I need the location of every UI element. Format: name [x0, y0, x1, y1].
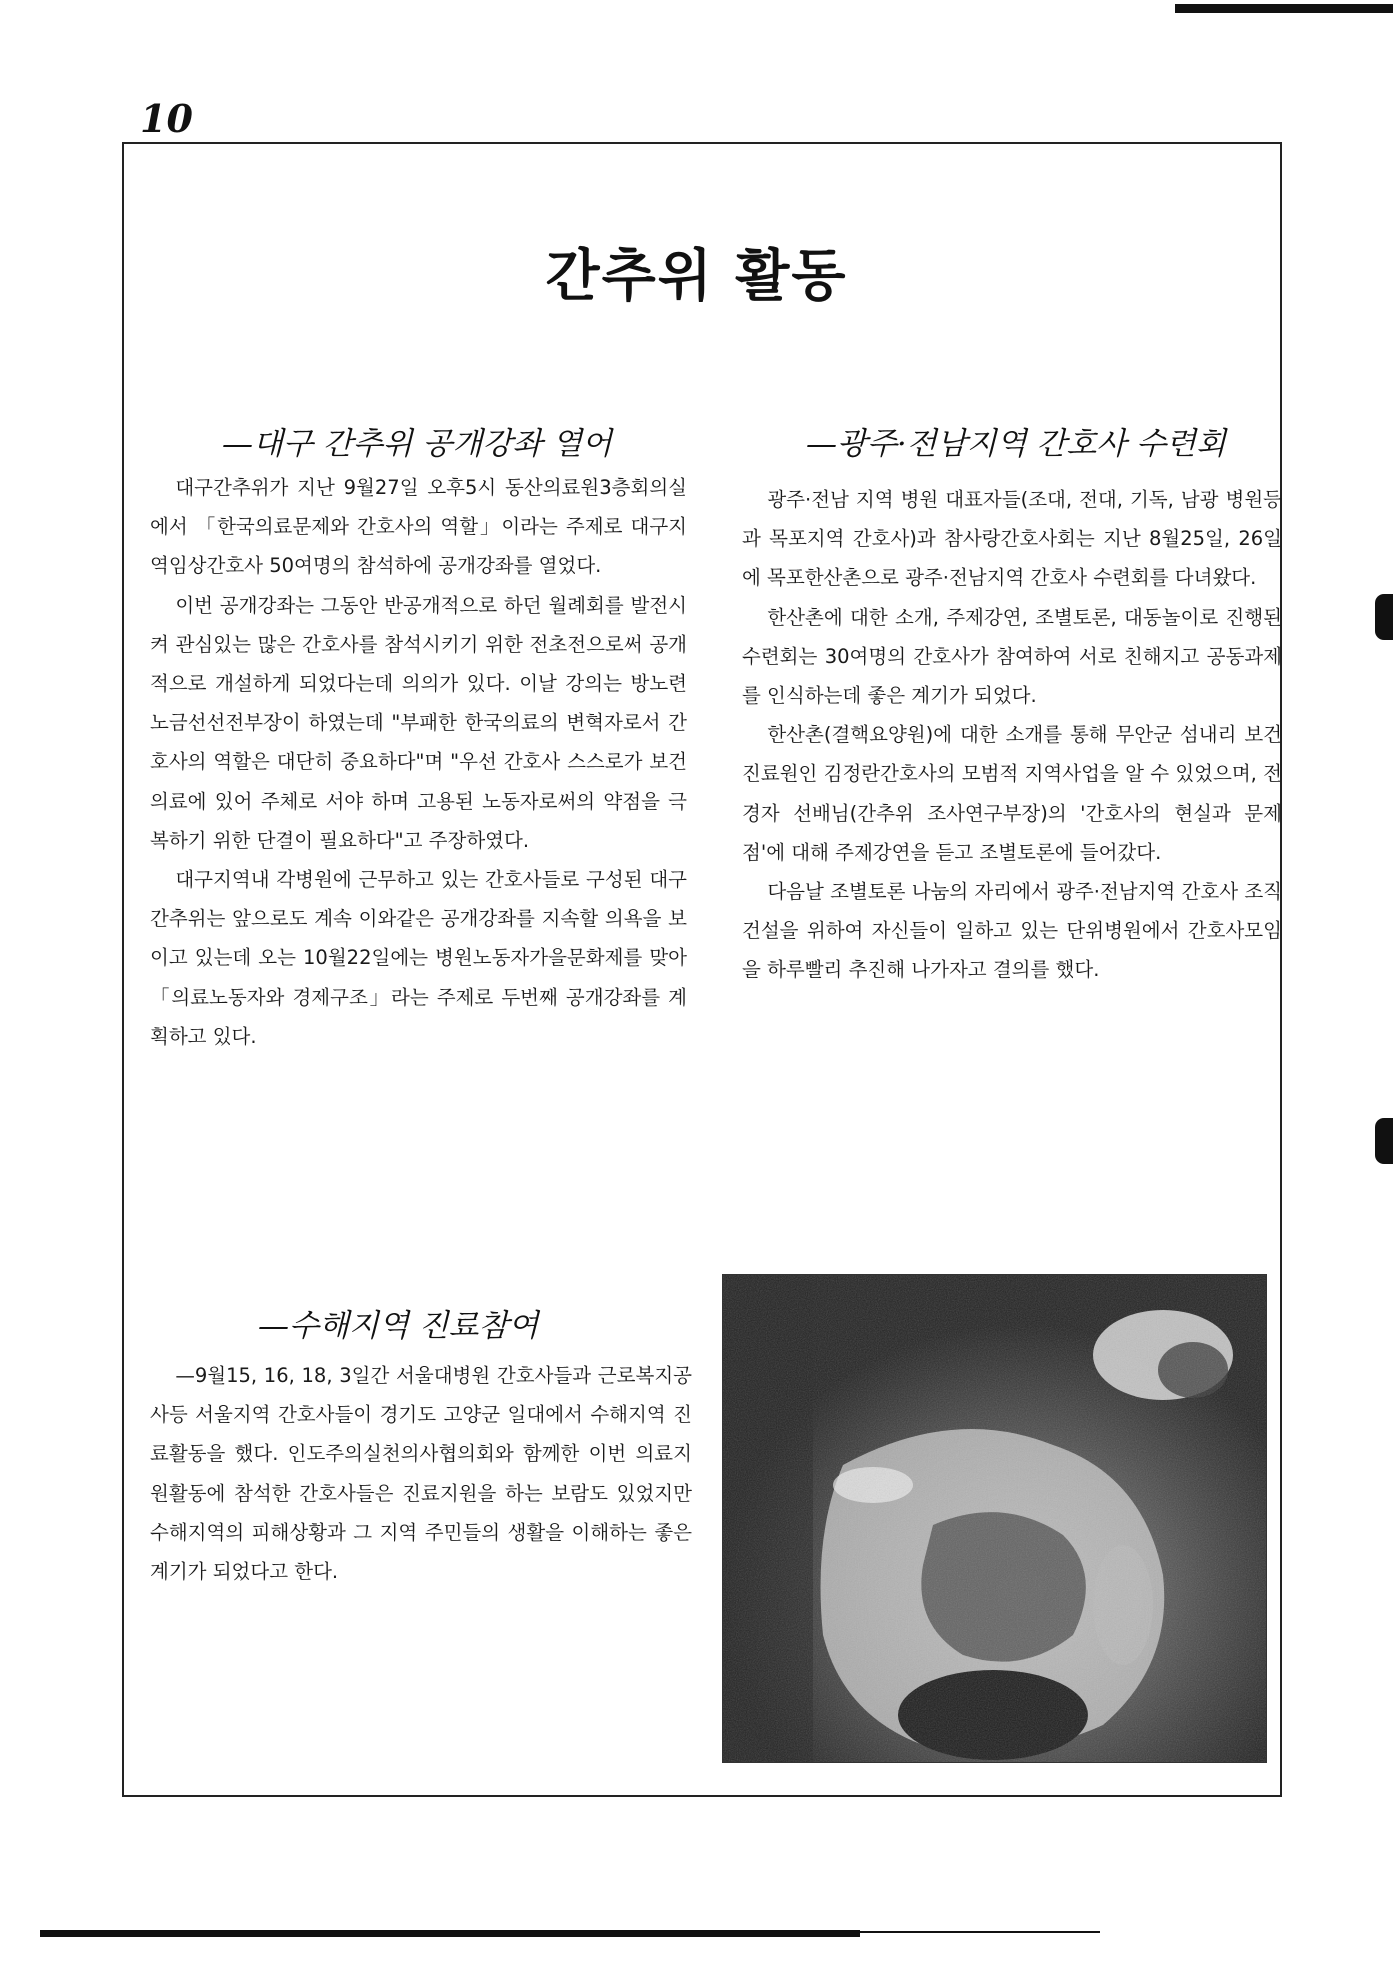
section-body-gwangju — [742, 480, 1282, 990]
top-thick-scan-rule — [1175, 6, 1393, 13]
flood-relief-photo — [722, 1274, 1267, 1763]
section-body-flood — [150, 1356, 692, 1591]
paragraph: 광주·전남 지역 병원 대표자들(조대, 전대, 기독, 남광 병원등과 목포지역 간호사)과 참사랑간호사회는 지난 8월25일, 26일에 목포한산촌으로 광주·전남지역 간호사 수련회를 다녀왔다. — [742, 488, 1282, 590]
paragraph: 한산촌(결핵요양원)에 대한 소개를 통해 무안군 섬내리 보건진료원인 김정란간호사의 모범적 지역사업을 알 수 있었으며, 전경자 선배님(간추위 조사연구부장)의 '간호사의 현실과 문제점'에 대해 주제강연을 듣고 조별토론에 들어갔다. — [742, 723, 1282, 864]
section-body-daegu — [150, 468, 687, 1056]
paragraph: 이번 공개강좌는 그동안 반공개적으로 하던 월례회를 발전시켜 관심있는 많은 간호사를 참석시키기 위한 전초전으로써 공개적으로 개설하게 되었다는데 의의가 있다. 이날 강의는 방노련 노금선선전부장이 하였는데 "부패한 한국의료의 변혁자로서 간호사의 역할은 대단히 중요하다"며 "우선 간호사 스스로가 보건의료에 있어 주체로 서야 하며 고용된 노동자로써의 약점을 극복하기 위한 단결이 필요하다"고 주장하였다. — [150, 593, 687, 852]
section-heading-gwangju: —광주·전남지역 간호사 수련회 — [806, 426, 1226, 462]
page-title: 간추위 활동 — [545, 244, 848, 309]
paragraph: 대구지역내 각병원에 근무하고 있는 간호사들로 구성된 대구간추위는 앞으로도 계속 이와같은 공개강좌를 지속할 의욕을 보이고 있는데 오는 10월22일에는 병원노동자가을문화제를 맞아「의료노동자와 경제구조」라는 주제로 두번째 공개강좌를 계획하고 있다. — [150, 868, 687, 1048]
paragraph: 대구간추위가 지난 9월27일 오후5시 동산의료원3층회의실에서 「한국의료문제와 간호사의 역할」이라는 주제로 대구지역임상간호사 50여명의 참석하에 공개강좌를 열었다. — [150, 476, 687, 578]
bottom-thin-scan-rule — [860, 1931, 1100, 1933]
binding-hole-mark — [1375, 1118, 1393, 1164]
bottom-thick-scan-rule — [40, 1930, 860, 1937]
section-heading-flood: —수해지역 진료참여 — [258, 1308, 539, 1344]
binding-hole-mark — [1375, 594, 1393, 640]
section-heading-daegu: —대구 간추위 공개강좌 열어 — [222, 426, 612, 462]
paragraph: 다음날 조별토론 나눔의 자리에서 광주·전남지역 간호사 조직건설을 위하여 자신들이 일하고 있는 단위병원에서 간호사모임을 하루빨리 추진해 나가자고 결의를 했다. — [742, 880, 1282, 982]
page-number: 10 — [140, 96, 193, 141]
paragraph: —9월15, 16, 18, 3일간 서울대병원 간호사들과 근로복지공사등 서울지역 간호사들이 경기도 고양군 일대에서 수해지역 진료활동을 했다. 인도주의실천의사협의회와 함께한 이번 의료지원활동에 참석한 간호사들은 진료지원을 하는 보람도 있었지만 수해지역의 피해상황과 그 지역 주민들의 생활을 이해하는 좋은 계기가 되었다고 한다. — [150, 1364, 692, 1584]
paragraph: 한산촌에 대한 소개, 주제강연, 조별토론, 대동놀이로 진행된 수련회는 30여명의 간호사가 참여하여 서로 친해지고 공동과제를 인식하는데 좋은 계기가 되었다. — [742, 605, 1282, 708]
top-thin-scan-rule — [1175, 4, 1393, 6]
